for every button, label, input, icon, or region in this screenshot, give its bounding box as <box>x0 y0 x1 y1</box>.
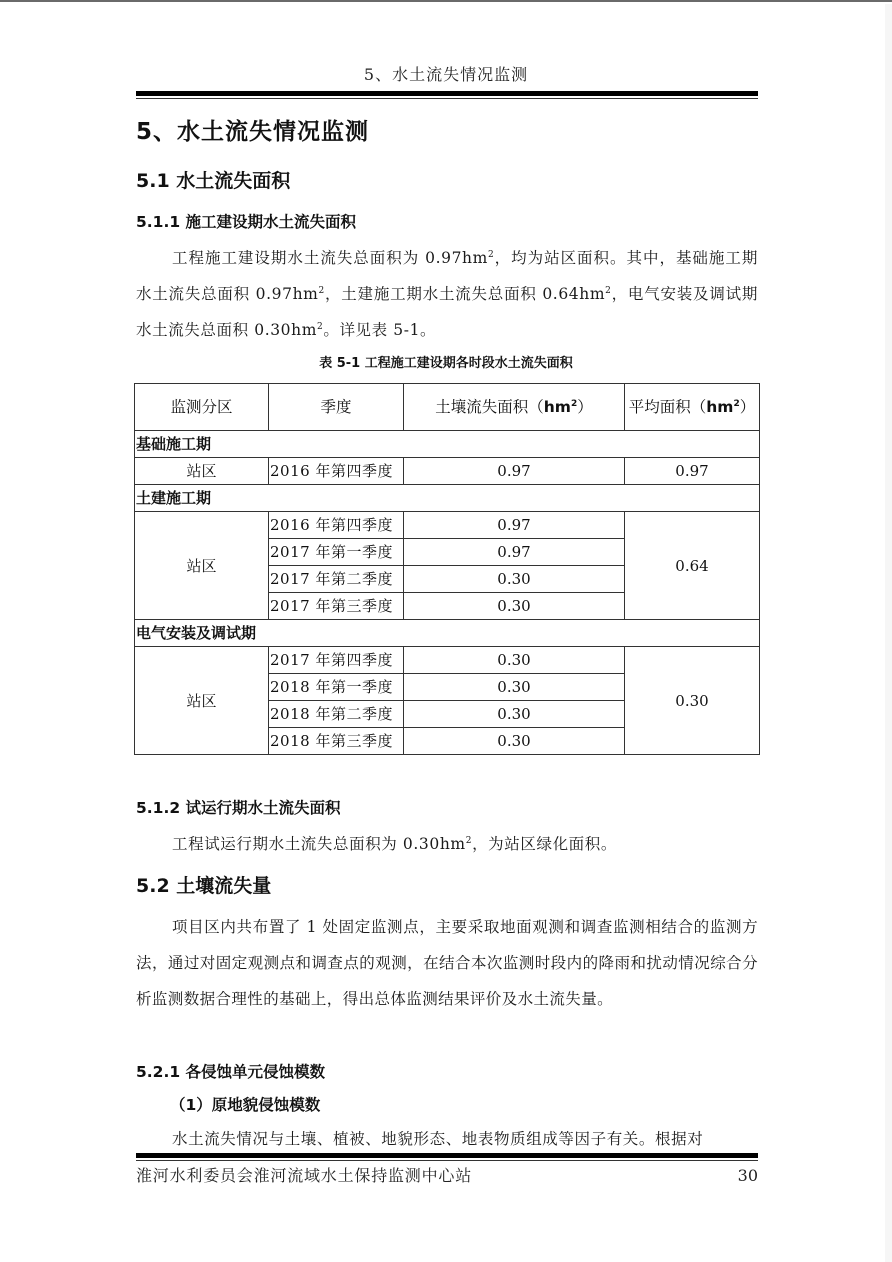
table-5-1 <box>134 383 760 755</box>
area-cell: 0.97 <box>404 512 625 539</box>
zone-cell: 站区 <box>135 647 269 755</box>
quarter-cell: 2016 年第四季度 <box>269 512 404 539</box>
area-cell: 0.30 <box>404 566 625 593</box>
section-5-1-2-paragraph <box>136 826 758 862</box>
average-cell: 0.64 <box>625 512 760 620</box>
header-unit: hm <box>543 398 571 416</box>
header-zone: 监测分区 <box>135 384 269 431</box>
table-group-row <box>135 485 760 512</box>
text-run: ，电气安装及调试期水土流失总面积 0.30hm <box>136 285 758 339</box>
group-label: 电气安装及调试期 <box>135 620 760 647</box>
superscript: 2 <box>487 249 495 260</box>
footer-organization: 淮河水利委员会淮河流域水土保持监测中心站 <box>136 1166 473 1185</box>
header-text: 土壤流失面积（ <box>435 398 544 416</box>
area-cell: 0.97 <box>404 539 625 566</box>
quarter-cell: 2018 年第三季度 <box>269 728 404 755</box>
running-header: 5、水土流失情况监测 <box>363 65 529 84</box>
quarter-cell: 2017 年第二季度 <box>269 566 404 593</box>
superscript: 2 <box>318 285 325 296</box>
superscript: 2 <box>605 285 612 296</box>
page-number: 30 <box>737 1166 758 1185</box>
table-header-row <box>135 384 760 431</box>
header-rule-thin <box>136 98 758 99</box>
quarter-cell: 2017 年第四季度 <box>269 647 404 674</box>
footer-rule-thick <box>136 1153 758 1158</box>
header-average-area <box>625 384 760 431</box>
table-row <box>135 512 760 539</box>
text-run: 工程试运行期水土流失总面积为 0.30hm <box>172 835 466 853</box>
section-5-2-paragraph: 项目区内共布置了 1 处固定监测点，主要采取地面观测和调查监测相结合的监测方法，通过对固定观测点和调查点的观测，在结合本次监测时段内的降雨和扰动情况综合分析监测数据合理性的基础上，得出总体监测结果评价及水土流失量。 <box>136 918 758 1008</box>
text-run: ，为站区绿化面积。 <box>472 835 617 853</box>
section-5-2-1-title: 5.2.1 各侵蚀单元侵蚀模数 <box>136 1063 326 1081</box>
quarter-cell: 2017 年第三季度 <box>269 593 404 620</box>
table-row <box>135 647 760 674</box>
header-text: 平均面积（ <box>628 398 707 416</box>
chapter-title: 5、水土流失情况监测 <box>136 119 370 145</box>
scan-top-edge <box>0 0 892 2</box>
zone-cell: 站区 <box>135 458 269 485</box>
area-cell: 0.97 <box>404 458 625 485</box>
table-caption: 表 5-1 工程施工建设期各时段水土流失面积 <box>319 356 573 371</box>
section-5-2-title: 5.2 土壤流失量 <box>136 875 272 897</box>
header-text: ） <box>739 398 756 416</box>
area-cell: 0.30 <box>404 593 625 620</box>
area-cell: 0.30 <box>404 647 625 674</box>
header-quarter: 季度 <box>269 384 404 431</box>
group-label: 基础施工期 <box>135 431 760 458</box>
section-5-1-title: 5.1 水土流失面积 <box>136 170 291 192</box>
item-1-title: （1）原地貌侵蚀模数 <box>170 1096 321 1114</box>
header-text: ） <box>577 398 593 416</box>
average-cell: 0.97 <box>625 458 760 485</box>
quarter-cell: 2018 年第二季度 <box>269 701 404 728</box>
quarter-cell: 2016 年第四季度 <box>269 458 404 485</box>
header-loss-area <box>404 384 625 431</box>
section-5-1-1-paragraph <box>136 240 758 348</box>
text-run: ，均为站区面积。其中，基础施工期水土流失总面积 0.97hm <box>136 249 758 303</box>
footer-rule-thin <box>136 1160 758 1161</box>
area-cell: 0.30 <box>404 701 625 728</box>
quarter-cell: 2018 年第一季度 <box>269 674 404 701</box>
section-5-1-2-title: 5.1.2 试运行期水土流失面积 <box>136 799 341 817</box>
section-5-1-1-title: 5.1.1 施工建设期水土流失面积 <box>136 213 357 231</box>
header-unit: hm <box>706 398 734 416</box>
superscript: 2 <box>317 321 324 332</box>
text-run: 工程施工建设期水土流失总面积为 0.97hm <box>172 249 488 267</box>
area-cell: 0.30 <box>404 728 625 755</box>
group-label: 土建施工期 <box>135 485 760 512</box>
table-group-row <box>135 620 760 647</box>
scan-right-edge <box>885 4 892 1262</box>
text-run: ，土建施工期水土流失总面积 0.64hm <box>324 285 606 303</box>
section-5-2-1-paragraph: 水土流失情况与土壤、植被、地貌形态、地表物质组成等因子有关。根据对 <box>172 1130 704 1148</box>
average-cell: 0.30 <box>625 647 760 755</box>
header-rule-thick <box>136 91 758 96</box>
superscript: 2 <box>465 835 473 846</box>
quarter-cell: 2017 年第一季度 <box>269 539 404 566</box>
table-group-row <box>135 431 760 458</box>
superscript: 2 <box>733 398 740 409</box>
area-cell: 0.30 <box>404 674 625 701</box>
superscript: 2 <box>570 398 578 409</box>
zone-cell: 站区 <box>135 512 269 620</box>
table-row <box>135 458 760 485</box>
text-run: 。详见表 5-1。 <box>323 321 437 339</box>
